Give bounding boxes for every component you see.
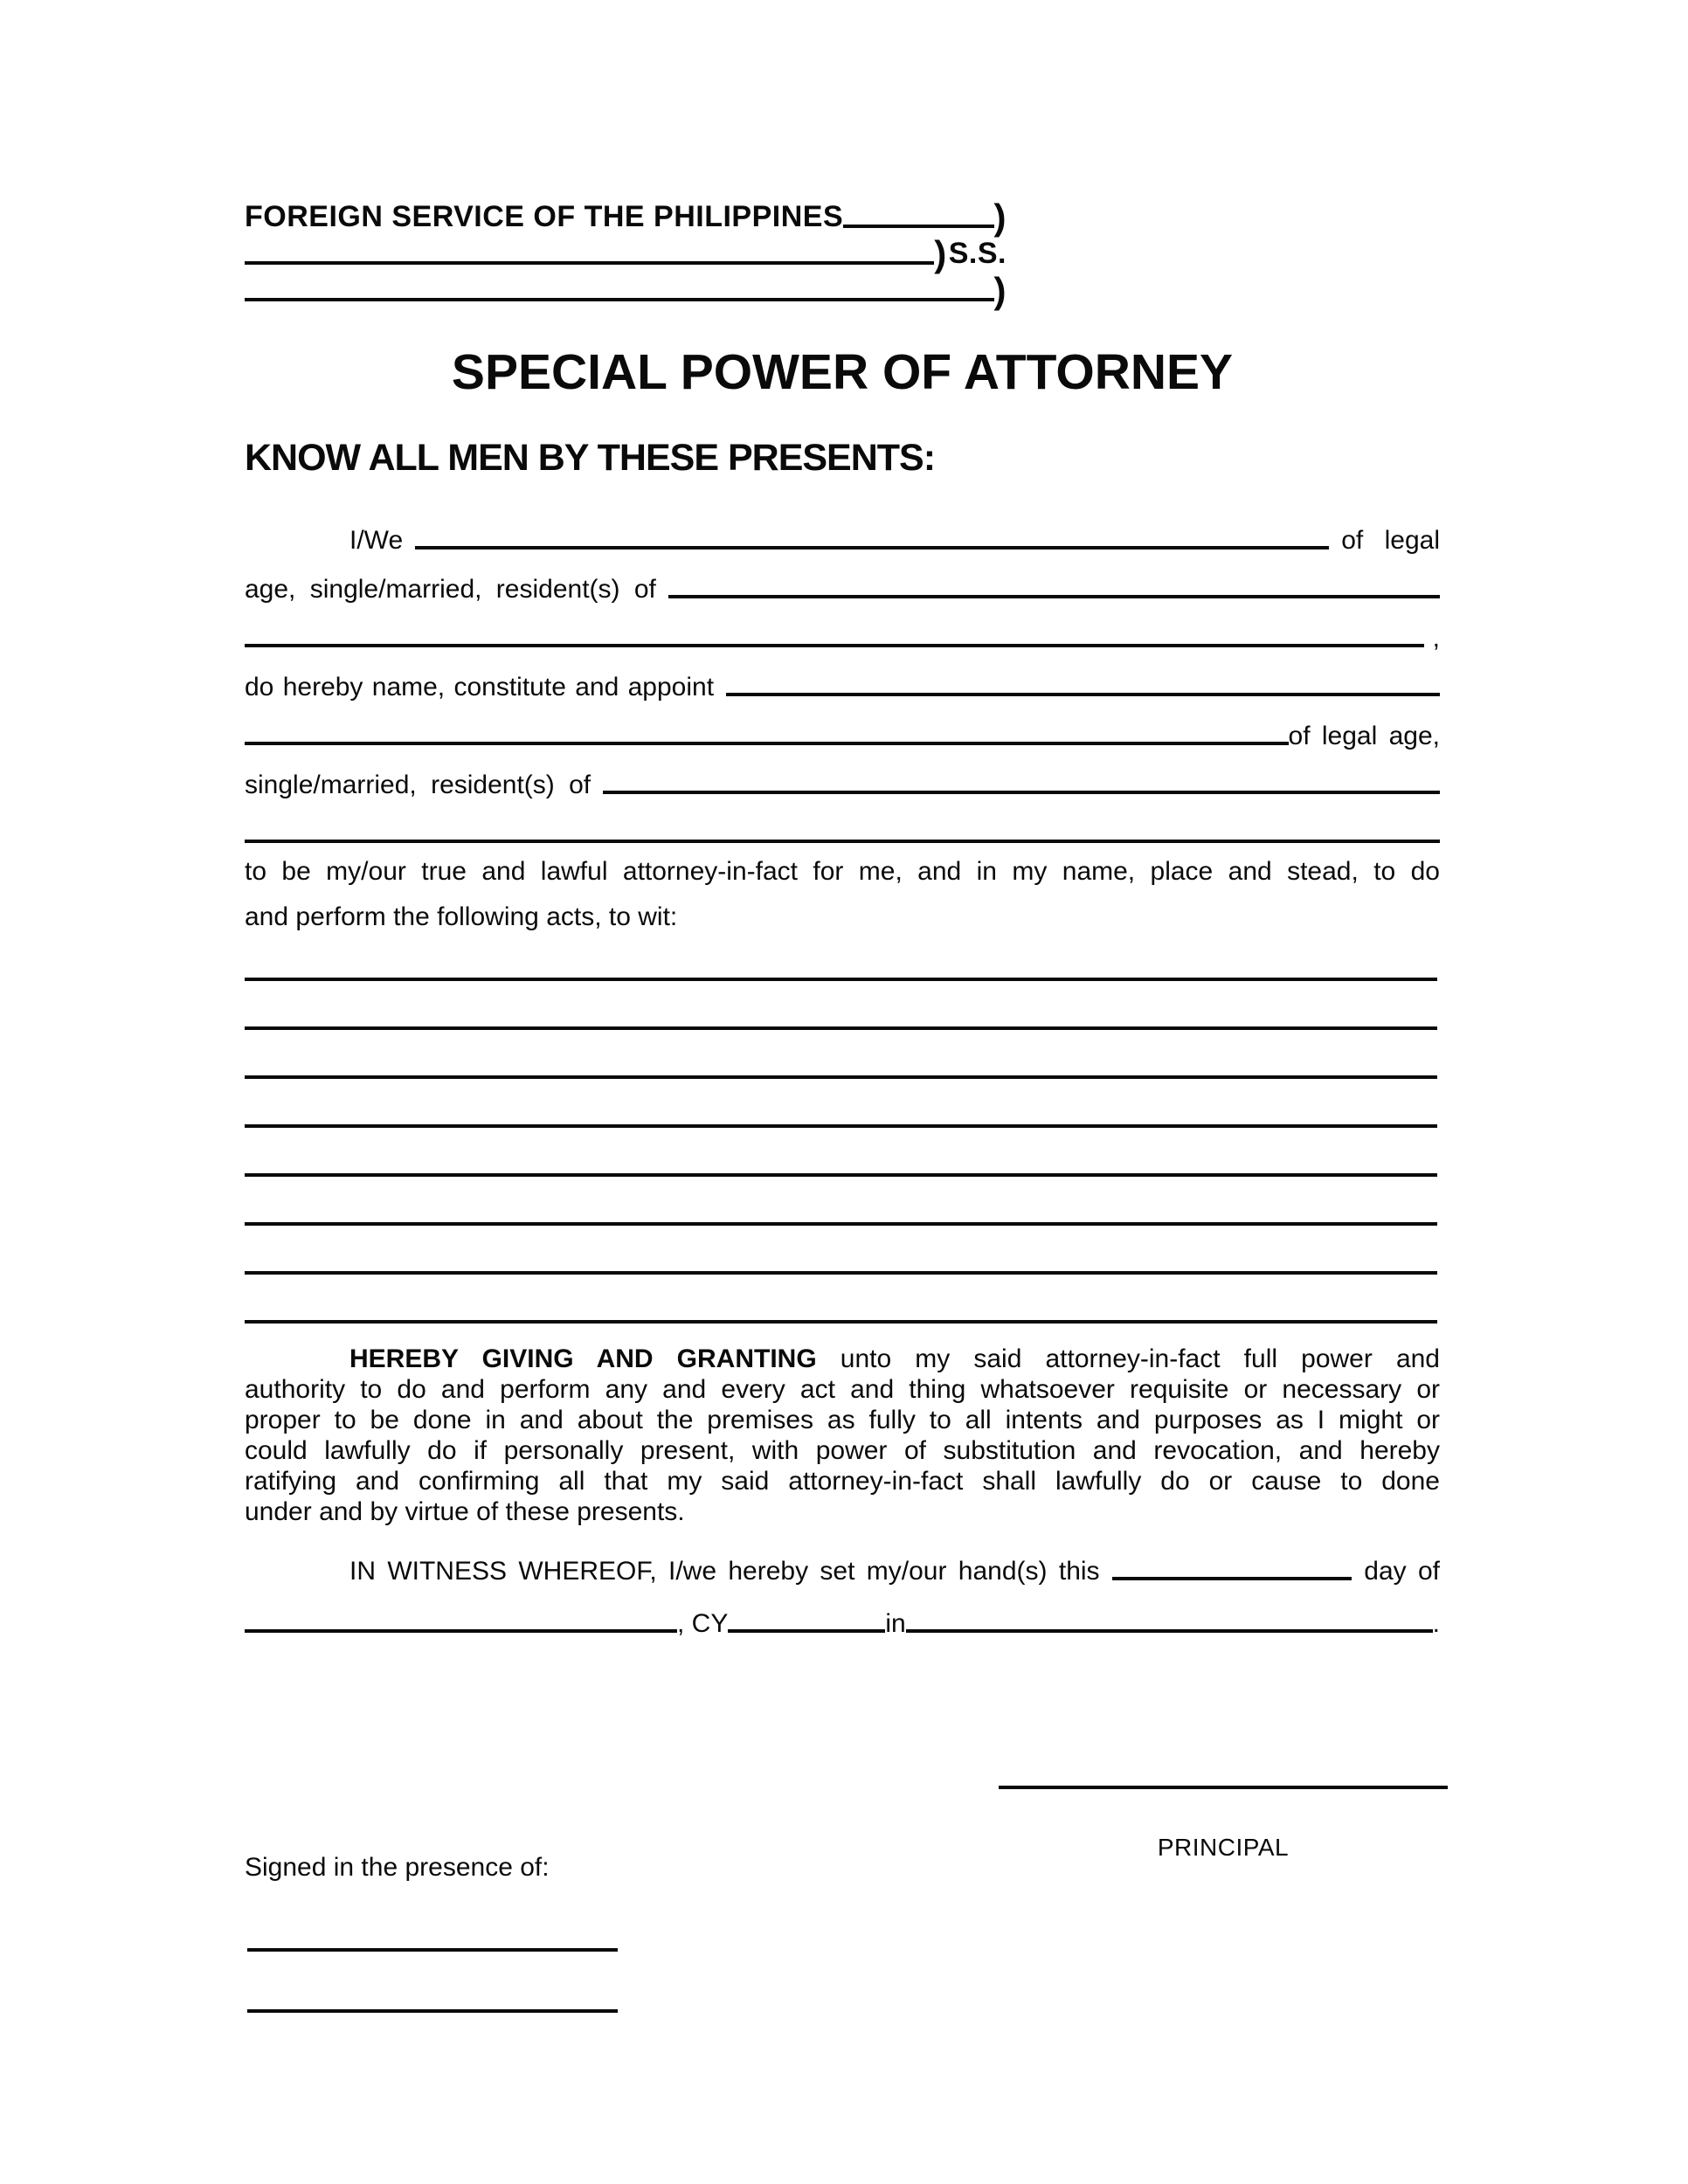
acts-blank-line (245, 932, 1437, 981)
witness-signature-lines (247, 1948, 618, 2070)
year-blank (728, 1629, 885, 1633)
of-legal-age-label: of legal age, (1288, 722, 1440, 750)
acts-blank-line (245, 1177, 1437, 1226)
principal-signature-block (999, 1786, 1448, 1861)
attorney-residence-blank-1 (603, 791, 1440, 794)
witness-signature-line (247, 2009, 618, 2013)
in-witness-label: IN WITNESS WHEREOF, I/we hereby set my/our hand(s) this (349, 1557, 1100, 1586)
venue-line-1 (245, 196, 1007, 238)
venue-blank-3 (245, 298, 994, 301)
hereby-line-6: under and by virtue of these presents. (245, 1497, 685, 1526)
principal-residence-blank-1 (668, 595, 1440, 598)
acts-blank-line (245, 981, 1437, 1030)
hereby-line-1 (245, 1344, 1440, 1374)
in-label: in (885, 1609, 906, 1638)
acts-blank-line (245, 1030, 1437, 1079)
venue-line-2 (245, 232, 1007, 274)
day-of-label: day of (1364, 1557, 1440, 1586)
day-blank (1112, 1577, 1352, 1580)
attorney-residence-line (245, 751, 1440, 800)
witness-line-2 (245, 1607, 1440, 1639)
residence-line-2 (245, 605, 1440, 653)
sentence-period: . (1432, 1609, 1440, 1638)
document-title: SPECIAL POWER OF ATTORNEY (451, 344, 1234, 400)
place-blank (906, 1629, 1433, 1633)
presence-label: Signed in the presence of: (245, 1853, 550, 1882)
acts-blank-line (245, 1226, 1437, 1275)
attorney-in-fact-line: to be my/our true and lawful attorney-in-fact for me, and in my name, place and stead, to do (245, 857, 1440, 886)
hereby-line-4: could lawfully do if personally present, with power of substitution and revocation, and hereby (245, 1436, 1440, 1465)
cy-label: , CY (677, 1609, 729, 1638)
attorney-residence-blank-2 (245, 840, 1440, 843)
iwe-line (245, 507, 1440, 556)
principal-residence-blank-2 (245, 644, 1424, 647)
ss-label: S.S. (948, 237, 1007, 270)
hereby-paragraph (245, 1344, 1440, 1527)
acts-blank-lines (245, 932, 1437, 1324)
salutation-heading: KNOW ALL MEN BY THESE PRESENTS: (245, 437, 936, 479)
iwe-label: I/We (349, 526, 404, 555)
acts-blank-line (245, 1079, 1437, 1128)
hereby-line-1-rest: unto my said attorney-in-fact full power and (840, 1344, 1440, 1373)
attorney-residence-overflow-line (245, 800, 1440, 849)
of-legal-label: of legal (1341, 526, 1440, 555)
hereby-line-2: authority to do and perform any and every act and thing whatsoever requisite or necessary or (245, 1375, 1440, 1404)
principal-signature-line (999, 1786, 1448, 1789)
venue-blank-1 (843, 225, 993, 228)
single-married-label: single/married, resident(s) of (245, 771, 591, 799)
witness-line-1 (245, 1548, 1440, 1586)
hereby-bold-lead: HEREBY GIVING AND GRANTING (349, 1344, 817, 1373)
close-paren-1: ) (993, 197, 1007, 238)
witness-signature-line (247, 1948, 618, 1952)
attorney-legal-age-line (245, 702, 1440, 751)
age-resident-label: age, single/married, resident(s) of (245, 575, 656, 604)
appoint-label: do hereby name, constitute and appoint (245, 673, 715, 702)
venue-blank-2 (245, 261, 934, 265)
in-witness-paragraph (245, 1548, 1440, 1639)
principal-clause (245, 507, 1440, 940)
foreign-service-label: FOREIGN SERVICE OF THE PHILIPPINES (245, 200, 844, 233)
attorney-name-blank-2 (245, 742, 1289, 745)
close-paren-2: ) (934, 233, 947, 274)
acts-blank-line (245, 1275, 1437, 1324)
residence-line-1 (245, 556, 1440, 605)
close-paren-3: ) (993, 270, 1007, 311)
month-blank (245, 1629, 677, 1633)
appoint-line (245, 653, 1440, 702)
principal-name-blank (415, 546, 1329, 549)
acts-blank-line (245, 1128, 1437, 1177)
hereby-line-5: ratifying and confirming all that my said attorney-in-fact shall lawfully do or cause to done (245, 1467, 1440, 1496)
to-wit-line: and perform the following acts, to wit: (245, 902, 678, 931)
trailing-comma: , (1432, 624, 1440, 653)
hereby-line-3: proper to be done in and about the premises as fully to all intents and purposes as I might or (245, 1406, 1440, 1434)
attorney-name-blank-1 (726, 693, 1440, 696)
venue-line-3 (245, 269, 1007, 311)
principal-label: PRINCIPAL (1157, 1834, 1290, 1861)
venue-header (245, 196, 1007, 311)
